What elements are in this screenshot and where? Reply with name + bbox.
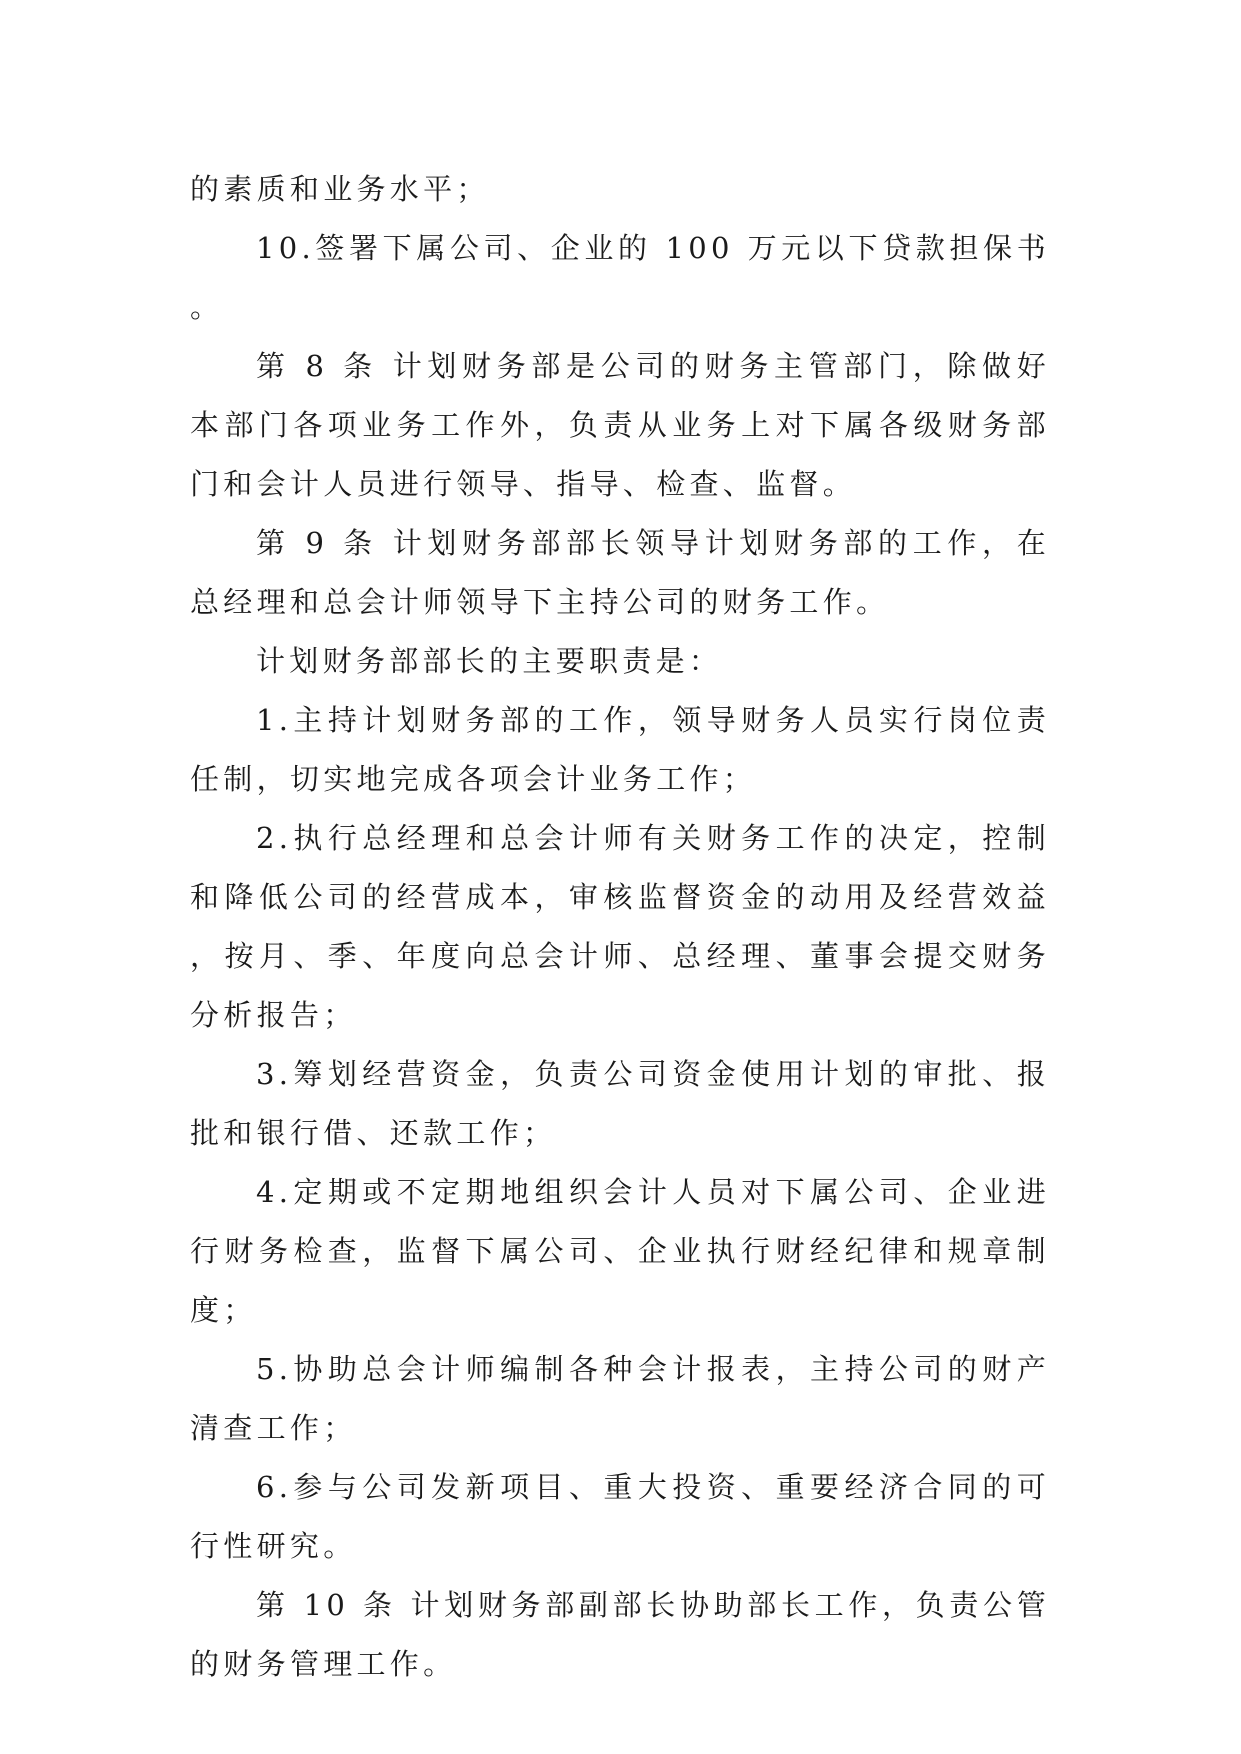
- paragraph-article-9: 第 9 条 计划财务部部长领导计划财务部的工作，在总经理和总会计师领导下主持公司的财务工作。: [190, 526, 1050, 619]
- paragraph-article-8: 第 8 条 计划财务部是公司的财务主管部门，除做好本部门各项业务工作外，负责从业务上对下属各级财务部门和会计人员进行领导、指导、检查、监督。: [190, 349, 1050, 501]
- paragraph-duty-1: 1.主持计划财务部的工作，领导财务人员实行岗位责任制，切实地完成各项会计业务工作；: [190, 703, 1050, 796]
- paragraph-duty-3: 3.筹划经营资金，负责公司资金使用计划的审批、报批和银行借、还款工作；: [190, 1057, 1050, 1150]
- paragraph-article-10: 第 10 条 计划财务部副部长协助部长工作，负责公管的财务管理工作。: [190, 1588, 1050, 1681]
- paragraph-duty-4: 4.定期或不定期地组织会计人员对下属公司、企业进行财务检查，监督下属公司、企业执行财经纪律和规章制度；: [190, 1175, 1050, 1327]
- document-body: [190, 160, 1050, 1694]
- paragraph-continuation: 的素质和业务水平；: [190, 172, 490, 206]
- paragraph-duty-5: 5.协助总会计师编制各种会计报表，主持公司的财产清查工作；: [190, 1352, 1050, 1445]
- paragraph-duties-heading: 计划财务部部长的主要职责是：: [256, 644, 723, 678]
- paragraph-duty-6: 6.参与公司发新项目、重大投资、重要经济合同的可行性研究。: [190, 1470, 1050, 1563]
- paragraph-item-10: 10.签署下属公司、企业的 100 万元以下贷款担保书。: [190, 231, 1050, 324]
- paragraph-duty-2: 2.执行总经理和总会计师有关财务工作的决定，控制和降低公司的经营成本，审核监督资金的动用及经营效益，按月、季、年度向总会计师、总经理、董事会提交财务分析报告；: [190, 821, 1050, 1032]
